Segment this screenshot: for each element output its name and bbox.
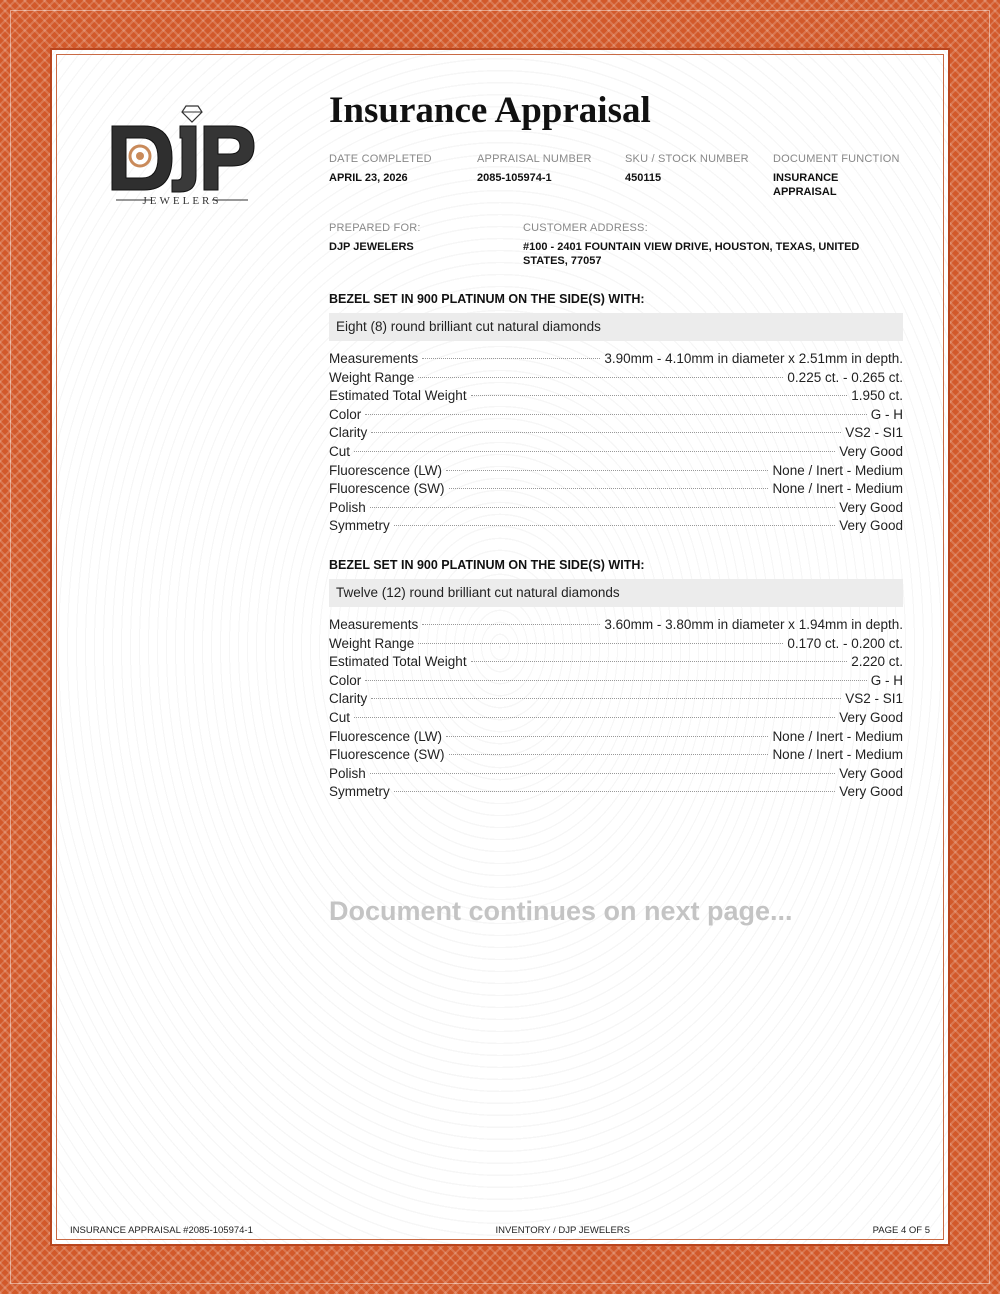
dot-leader <box>394 525 835 526</box>
spec-row <box>329 387 903 406</box>
footer-center: INVENTORY / DJP JEWELERS <box>495 1225 630 1236</box>
spec-label: Weight Range <box>329 635 415 651</box>
meta-row <box>329 152 903 199</box>
spec-label: Fluorescence (LW) <box>329 462 443 478</box>
spec-value: 1.950 ct. <box>851 388 903 404</box>
spec-label: Color <box>329 406 362 422</box>
dot-leader <box>354 451 835 452</box>
dot-leader <box>471 661 848 662</box>
prepared-for <box>329 221 523 268</box>
meta-value: INSURANCE APPRAISAL <box>773 172 839 198</box>
logo-tagline: JEWELERS <box>142 195 222 207</box>
spec-row <box>329 480 903 499</box>
spec-label: Cut <box>329 443 351 459</box>
spec-row <box>329 369 903 388</box>
spec-row <box>329 765 903 784</box>
meta-label: APPRAISAL NUMBER <box>477 153 592 165</box>
dot-leader <box>446 736 768 737</box>
spec-label: Symmetry <box>329 784 390 800</box>
spec-label: Measurements <box>329 351 419 366</box>
spec-row <box>329 443 903 462</box>
meta-appraisal-number <box>477 152 625 199</box>
dot-leader <box>371 698 841 699</box>
diamond-icon <box>182 106 202 122</box>
spec-label: Polish <box>329 499 366 515</box>
spec-value: None / Inert - Medium <box>772 481 903 497</box>
spec-label: Measurements <box>329 616 419 632</box>
dot-leader <box>370 507 835 508</box>
appraisal-content <box>329 90 903 802</box>
meta-date <box>329 152 477 199</box>
spec-row <box>329 783 903 802</box>
spec-row <box>329 350 903 369</box>
spec-row <box>329 746 903 765</box>
spec-label: Fluorescence (SW) <box>329 747 445 763</box>
spec-list <box>329 616 903 802</box>
prepared-for-value: DJP JEWELERS <box>329 241 414 253</box>
spec-value: 2.220 ct. <box>851 654 903 670</box>
spec-value: Very Good <box>839 765 903 781</box>
spec-value: Very Good <box>839 499 903 515</box>
meta-sku <box>625 152 773 199</box>
dot-leader <box>446 470 768 471</box>
spec-row <box>329 499 903 518</box>
customer-address-label: CUSTOMER ADDRESS: <box>523 222 648 234</box>
spec-row <box>329 672 903 691</box>
spec-row <box>329 635 903 654</box>
spec-value: VS2 - SI1 <box>845 691 903 707</box>
stone-description: Eight (8) round brilliant cut natural diamonds <box>329 313 903 341</box>
dot-leader <box>418 377 783 378</box>
spec-row <box>329 517 903 536</box>
dot-leader <box>422 624 600 625</box>
spec-value: None / Inert - Medium <box>772 747 903 763</box>
spec-label: Weight Range <box>329 369 415 385</box>
spec-row <box>329 709 903 728</box>
customer-address-value: #100 - 2401 FOUNTAIN VIEW DRIVE, HOUSTON, TEXAS, UNITED STATES, 77057 <box>523 241 860 267</box>
spec-value: Very Good <box>839 709 903 725</box>
spec-value: 3.60mm - 3.80mm in diameter x 1.94mm in depth. <box>604 616 903 632</box>
meta-label: DATE COMPLETED <box>329 153 432 165</box>
customer-address <box>523 221 893 268</box>
spec-value: G - H <box>870 672 903 688</box>
section-heading: BEZEL SET IN 900 PLATINUM ON THE SIDE(S) WITH: <box>329 557 645 572</box>
meta-label: DOCUMENT FUNCTION <box>773 153 900 165</box>
dot-leader <box>422 358 600 359</box>
spec-label: Estimated Total Weight <box>329 654 467 670</box>
spec-row <box>329 616 903 635</box>
prepared-for-label: PREPARED FOR: <box>329 222 421 234</box>
spec-label: Fluorescence (SW) <box>329 481 445 497</box>
continuation-note: Document continues on next page... <box>329 896 793 926</box>
djp-logo <box>106 104 258 208</box>
meta-value: APRIL 23, 2026 <box>329 172 408 184</box>
spec-label: Estimated Total Weight <box>329 388 467 404</box>
dot-leader <box>370 773 835 774</box>
customer-row <box>329 221 903 268</box>
meta-label: SKU / STOCK NUMBER <box>625 153 749 165</box>
footer-right: PAGE 4 OF 5 <box>872 1225 930 1236</box>
spec-label: Fluorescence (LW) <box>329 728 443 744</box>
spec-value: 3.90mm - 4.10mm in diameter x 2.51mm in depth. <box>604 351 903 366</box>
spec-label: Cut <box>329 709 351 725</box>
spec-row <box>329 406 903 425</box>
dot-leader <box>394 791 835 792</box>
spec-value: None / Inert - Medium <box>772 728 903 744</box>
spec-value: Very Good <box>839 518 903 534</box>
spec-value: G - H <box>870 406 903 422</box>
dot-leader <box>365 680 866 681</box>
spec-value: Very Good <box>839 784 903 800</box>
spec-value: 0.225 ct. - 0.265 ct. <box>787 369 903 385</box>
dot-leader <box>418 643 783 644</box>
page-title: Insurance Appraisal <box>329 90 651 131</box>
spec-label: Symmetry <box>329 518 390 534</box>
stone-description: Twelve (12) round brilliant cut natural diamonds <box>329 579 903 607</box>
meta-value: 450115 <box>625 172 662 184</box>
page-footer <box>70 1225 930 1236</box>
dot-leader <box>354 717 835 718</box>
spec-value: 0.170 ct. - 0.200 ct. <box>787 635 903 651</box>
spec-row <box>329 728 903 747</box>
spec-row <box>329 690 903 709</box>
footer-left: INSURANCE APPRAISAL #2085-105974-1 <box>70 1225 253 1236</box>
spec-row <box>329 462 903 481</box>
dot-leader <box>365 414 866 415</box>
spec-label: Color <box>329 672 362 688</box>
spec-row <box>329 424 903 443</box>
spec-row <box>329 653 903 672</box>
spec-section <box>329 291 903 536</box>
dot-leader <box>371 432 841 433</box>
dot-leader <box>471 395 848 396</box>
sections <box>329 291 903 802</box>
section-heading: BEZEL SET IN 900 PLATINUM ON THE SIDE(S) WITH: <box>329 292 645 306</box>
spec-value: None / Inert - Medium <box>772 462 903 478</box>
spec-list <box>329 350 903 536</box>
spec-label: Clarity <box>329 691 368 707</box>
meta-document-function <box>773 152 903 199</box>
spec-value: Very Good <box>839 443 903 459</box>
dot-leader <box>449 488 769 489</box>
spec-value: VS2 - SI1 <box>845 425 903 441</box>
spec-label: Polish <box>329 765 366 781</box>
dot-leader <box>449 754 769 755</box>
spec-section <box>329 557 903 802</box>
spec-label: Clarity <box>329 425 368 441</box>
meta-value: 2085-105974-1 <box>477 172 552 184</box>
